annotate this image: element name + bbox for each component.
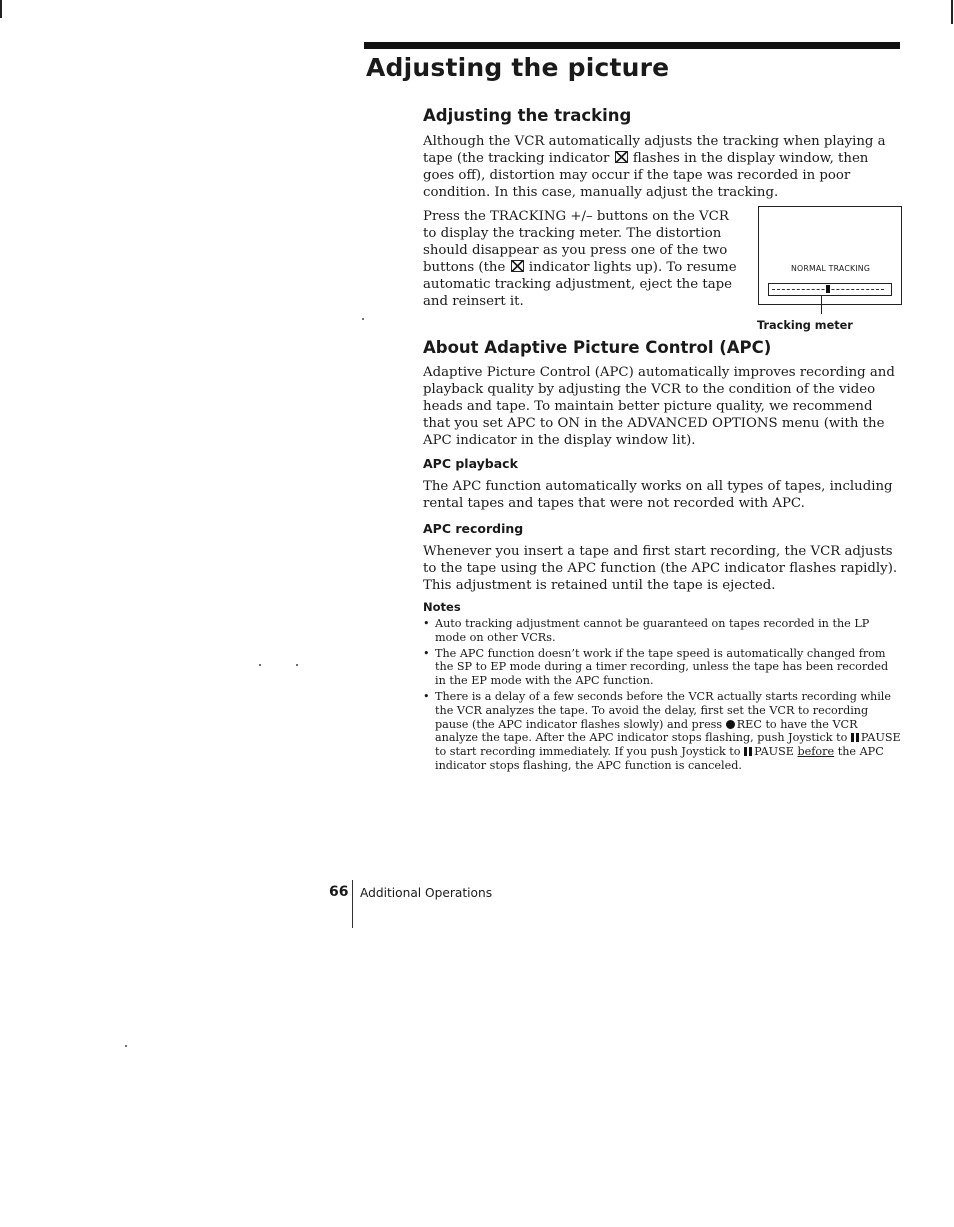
note-text-part: the APC indicator stops flashing, the APC function is canceled.	[435, 745, 884, 772]
apc-playback-heading: APC playback	[423, 456, 518, 471]
note-text-part: There is a delay of a few seconds before the VCR actually starts recording while the VCR analyzes the tape. To avoid the delay, first set the VCR to recording pause (the APC indicator flashes slowly) and press	[435, 689, 892, 731]
note-text-part: PAUSE to start recording immediately. If you push Joystick to	[435, 731, 901, 759]
bullet: •	[423, 689, 430, 703]
tracking-paragraph-1-start: Although the VCR automatically adjusts the tracking when playing a tape (the tracking indicator	[423, 134, 886, 166]
note-text-part: PAUSE	[754, 745, 794, 759]
page-number: 66	[329, 884, 349, 900]
pause-icon	[851, 733, 859, 742]
tracking-meter-indicator	[826, 285, 830, 293]
apc-playback-text: The APC function automatically works on all types of tapes, including rental tapes and tapes that were not recorded with APC.	[423, 479, 893, 511]
section-name: Additional Operations	[360, 886, 493, 900]
page-title: Adjusting the picture	[366, 53, 670, 82]
apc-heading: About Adaptive Picture Control (APC)	[423, 338, 772, 357]
tracking-meter-label: NORMAL TRACKING	[791, 264, 871, 273]
notes-list	[423, 617, 901, 775]
note-item	[423, 647, 901, 688]
tracking-meter-caption: Tracking meter	[757, 319, 853, 332]
apc-recording-text: Whenever you insert a tape and first start recording, the VCR adjusts to the tape using the APC function (the APC indicator flashes rapidly). This adjustment is retained until the tape is ejected.	[423, 544, 898, 593]
tracking-paragraph-1	[423, 133, 901, 201]
bullet: •	[423, 617, 430, 630]
scan-speck	[362, 318, 364, 320]
page-edge-mark	[951, 0, 953, 24]
underlined-word: before	[797, 745, 835, 759]
tracking-paragraph-2	[423, 208, 745, 310]
note-text-part: REC to have the VCR analyze the tape. After the APC indicator stops flashing, push Joystick to	[435, 717, 858, 745]
apc-recording-heading: APC recording	[423, 521, 524, 536]
page-edge-mark	[0, 0, 2, 18]
record-dot-icon	[726, 720, 735, 729]
pause-icon	[744, 747, 752, 756]
scan-speck	[125, 1045, 127, 1047]
scan-speck	[259, 664, 261, 666]
tracking-paragraph-1-end: flashes in the display window, then goes off), distortion may occur if the tape was recorded in poor condition. In this case, manually adjust the tracking.	[423, 151, 869, 200]
notes-heading: Notes	[423, 600, 461, 614]
title-rule	[364, 42, 900, 49]
scan-speck	[296, 664, 298, 666]
tracking-indicator-icon	[615, 151, 628, 163]
tracking-heading: Adjusting the tracking	[423, 106, 632, 125]
tracking-indicator-icon	[511, 260, 524, 272]
note-text: Auto tracking adjustment cannot be guaranteed on tapes recorded in the LP mode on other VCRs.	[435, 617, 870, 644]
note-item	[423, 690, 901, 773]
bullet: •	[423, 646, 430, 660]
note-item	[423, 617, 901, 645]
apc-intro: Adaptive Picture Control (APC) automatically improves recording and playback quality by adjusting the VCR to the condition of the video heads and tape. To maintain better picture quality, we recommend that you set APC to ON in the ADVANCED OPTIONS menu (with the APC indicator in the display window lit).	[423, 365, 895, 448]
tracking-paragraph-2-start: Press the TRACKING +/– buttons on the VCR to display the tracking meter. The distortion should disappear as you press one of the two buttons (the	[423, 209, 729, 275]
tracking-paragraph-2-end: indicator lights up). To resume automatic tracking adjustment, eject the tape and reinsert it.	[423, 260, 737, 309]
note-text: The APC function doesn’t work if the tape speed is automatically changed from the SP to EP mode during a timer recording, unless the tape has been recorded in the EP mode with the APC function.	[435, 646, 889, 688]
footer-rule	[352, 880, 353, 928]
tracking-meter-leader-line	[821, 296, 822, 314]
